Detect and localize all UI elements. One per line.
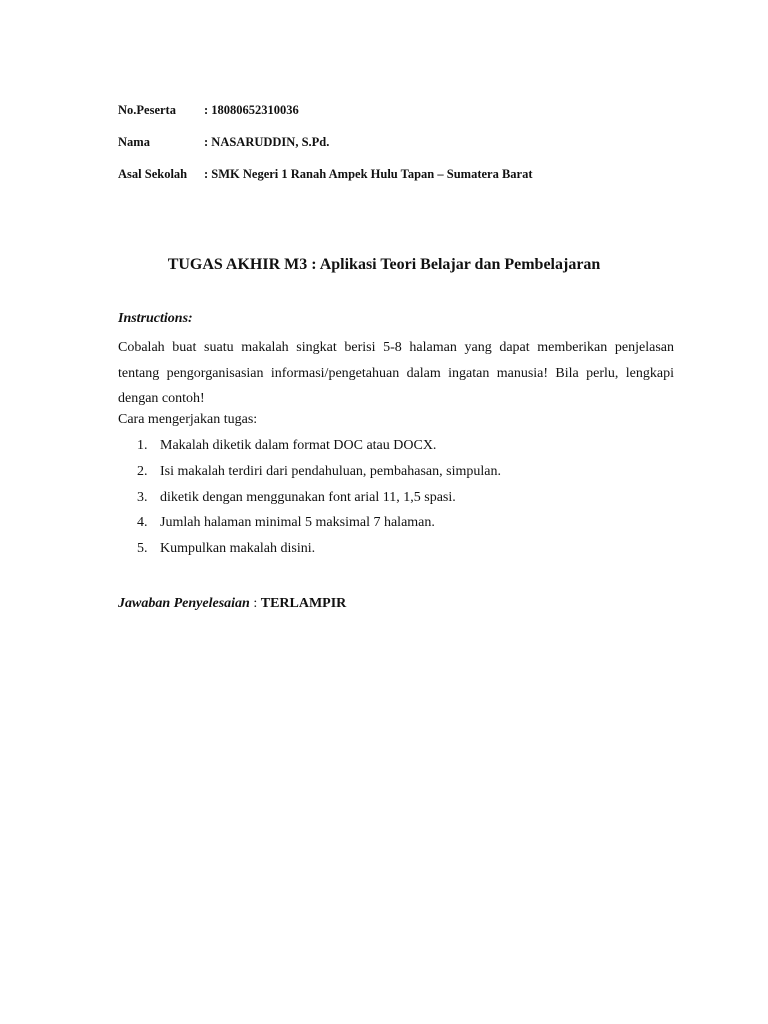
step-number: 4. [137, 515, 148, 531]
step-number: 5. [137, 541, 148, 557]
answer-line [118, 596, 346, 612]
step-text: Jumlah halaman minimal 5 maksimal 7 halaman. [160, 515, 435, 531]
step-text: Makalah diketik dalam format DOC atau DOCX. [160, 438, 437, 453]
answer-label: Jawaban Penyelesaian [118, 596, 250, 611]
participant-school-value: : SMK Negeri 1 Ranah Ampek Hulu Tapan – Sumatera Barat [204, 167, 533, 181]
participant-number-value: : 18080652310036 [204, 103, 299, 117]
instructions-paragraph [118, 335, 674, 412]
answer-value: TERLAMPIR [260, 596, 347, 611]
step-text: diketik dengan menggunakan font arial 11, 1,5 spasi. [160, 489, 456, 505]
steps-intro: Cara mengerjakan tugas: [118, 412, 258, 427]
step-number: 1. [137, 438, 148, 453]
document-title: TUGAS AKHIR M3 : Aplikasi Teori Belajar dan Pembelajaran [167, 256, 601, 273]
step-text: Kumpulkan makalah disini. [160, 541, 316, 557]
paragraph-line: tentang pengorganisasian informasi/pengetahuan dalam ingatan manusia! Bila perlu, lengkapi [118, 365, 674, 381]
answer-separator: : [249, 596, 261, 611]
participant-name-value: : NASARUDDIN, S.Pd. [204, 135, 330, 149]
participant-name-label: Nama [118, 135, 150, 149]
participant-number-label: No.Peserta [118, 103, 176, 117]
step-number: 2. [137, 463, 148, 479]
participant-school-label: Asal Sekolah [118, 167, 188, 181]
step-text: Isi makalah terdiri dari pendahuluan, pembahasan, simpulan. [160, 463, 501, 479]
instructions-heading: Instructions: [118, 311, 193, 326]
step-number: 3. [137, 489, 148, 505]
paragraph-line: Cobalah buat suatu makalah singkat berisi 5-8 halaman yang dapat memberikan penjelasan [118, 340, 674, 355]
paragraph-line: dengan contoh! [118, 391, 205, 406]
